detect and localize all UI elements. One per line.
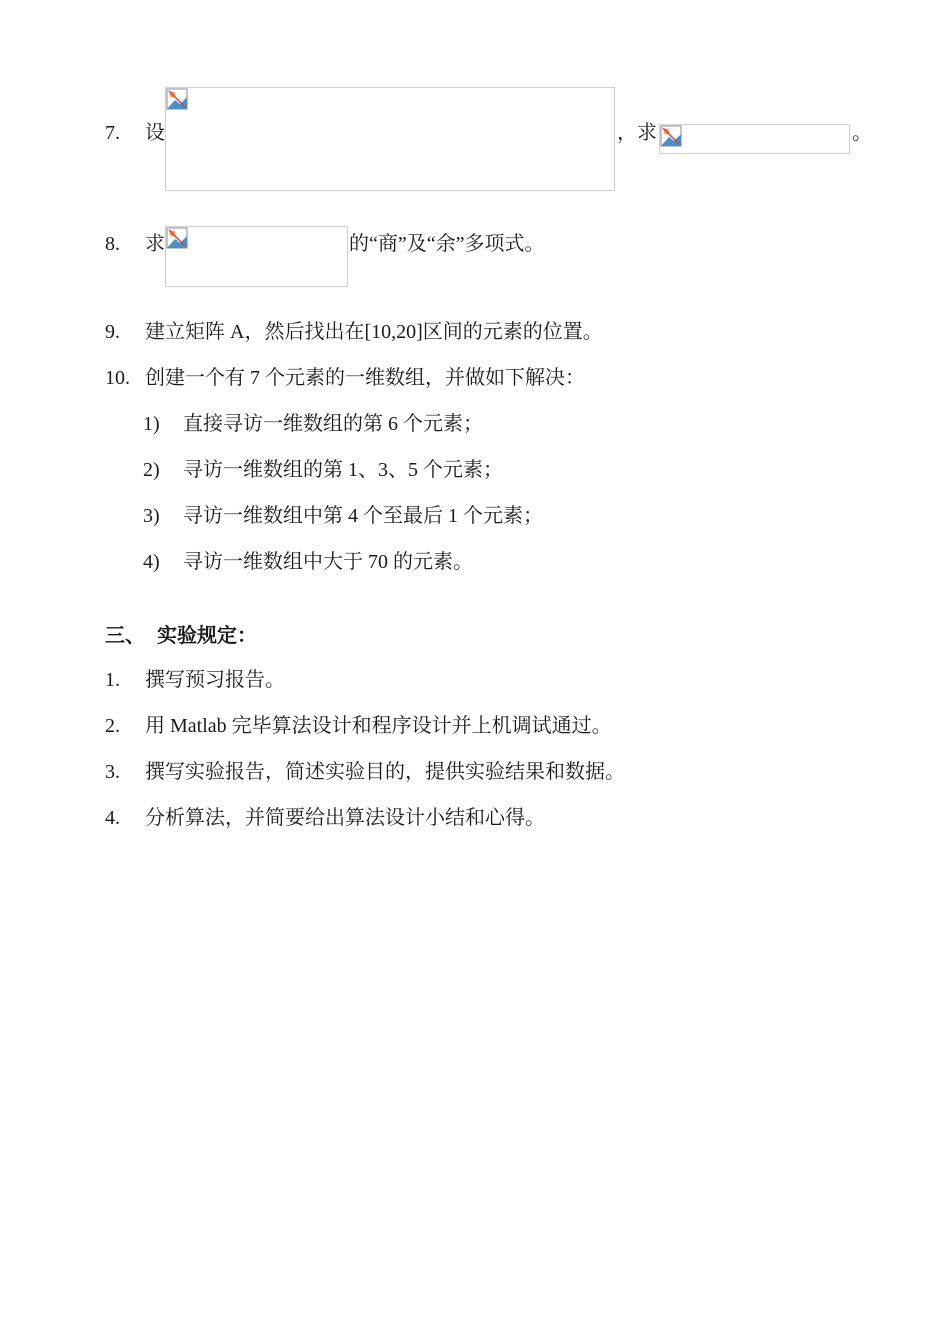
subitem-number: 3) bbox=[143, 505, 160, 527]
subitem-text: 寻访一维数组的第 1、3、5 个元素； bbox=[183, 459, 503, 481]
broken-image-icon bbox=[660, 125, 682, 147]
requirement-number: 3. bbox=[105, 761, 120, 783]
question-middle: ，求 bbox=[617, 122, 657, 144]
question-text: 建立矩阵 A，然后找出在[10,20]区间的元素的位置。 bbox=[145, 321, 603, 343]
question-suffix: 的“商”及“余”多项式。 bbox=[349, 233, 545, 255]
question-prefix: 求 bbox=[145, 233, 165, 255]
subitem-number: 4) bbox=[143, 551, 160, 573]
question-text: 创建一个有 7 个元素的一维数组，并做如下解决： bbox=[145, 367, 585, 389]
requirement-text: 用 Matlab 完毕算法设计和程序设计并上机调试通过。 bbox=[145, 715, 612, 737]
requirement-number: 2. bbox=[105, 715, 120, 737]
question-number: 10. bbox=[105, 367, 130, 389]
question-number: 8. bbox=[105, 233, 120, 255]
question-number: 9. bbox=[105, 321, 120, 343]
subitem-text: 寻访一维数组中大于 70 的元素。 bbox=[183, 551, 473, 573]
requirement-text: 分析算法，并简要给出算法设计小结和心得。 bbox=[145, 807, 545, 829]
broken-image-icon bbox=[166, 88, 188, 110]
subitem-number: 1) bbox=[143, 413, 160, 435]
requirement-number: 4. bbox=[105, 807, 120, 829]
section-number: 三、 bbox=[105, 625, 145, 647]
question-number: 7. bbox=[105, 122, 120, 144]
question-suffix: 。 bbox=[852, 122, 872, 144]
subitem-number: 2) bbox=[143, 459, 160, 481]
requirement-number: 1. bbox=[105, 669, 120, 691]
formula-image-polynomial bbox=[165, 226, 348, 287]
requirement-text: 撰写实验报告，简述实验目的，提供实验结果和数据。 bbox=[145, 761, 625, 783]
broken-image-icon bbox=[166, 227, 188, 249]
formula-image-target bbox=[659, 124, 850, 154]
section-title: 实验规定： bbox=[157, 625, 257, 647]
subitem-text: 寻访一维数组中第 4 个至最后 1 个元素； bbox=[183, 505, 543, 527]
requirement-text: 撰写预习报告。 bbox=[145, 669, 285, 691]
formula-image-matrix bbox=[165, 87, 615, 191]
question-prefix: 设 bbox=[145, 122, 165, 144]
subitem-text: 直接寻访一维数组的第 6 个元素； bbox=[183, 413, 483, 435]
